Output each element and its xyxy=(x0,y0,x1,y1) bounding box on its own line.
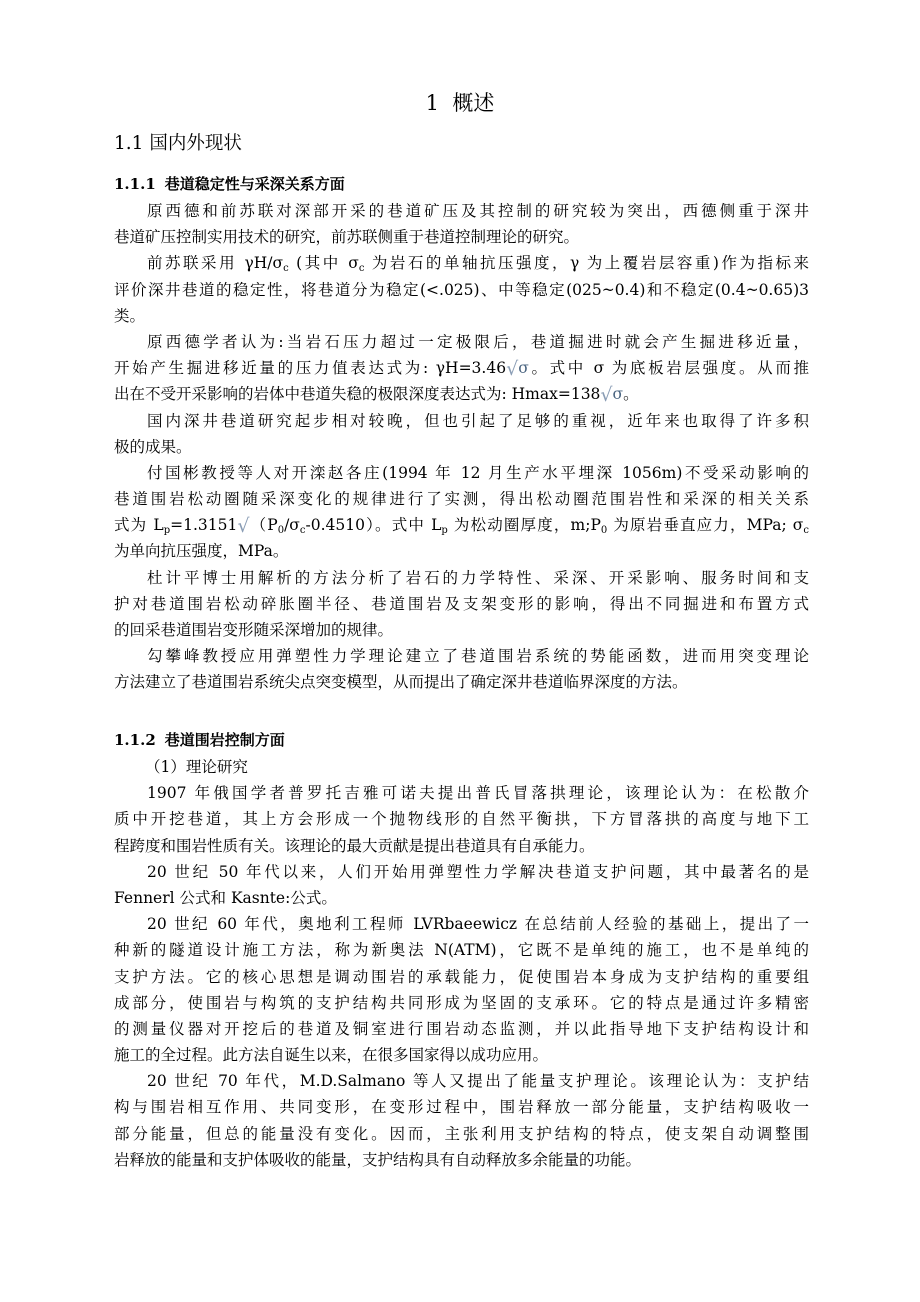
paragraph-line: 支护方法。它的核心思想是调动围岩的承载能力，促使围岩本身成为支护结构的重要组 xyxy=(114,967,809,986)
paragraph-line: 出在不受开采影响的岩体中巷道失稳的极限深度表达式为: Hmax=138√σ。 xyxy=(114,384,639,407)
paragraph-line: 付国彬教授等人对开滦赵各庄(1994 年 12 月生产水平埋深 1056m)不受采动影响的 xyxy=(147,463,809,482)
sqrt-symbol: √ xyxy=(237,515,250,538)
paragraph-line: 前苏联采用 $\gamma H/\sigma_c$ (其中 $\sigma_c$ 为岩石的单轴抗压强度，γ 为上覆岩层容重)作为指标来 xyxy=(147,254,810,275)
paragraph-line: 部分能量，但总的能量没有变化。因而，主张利用支护结构的特点，使支架自动调整围 xyxy=(114,1124,809,1143)
chapter-number: 1 xyxy=(425,91,439,115)
paragraph-line: 质中开挖巷道，其上方会形成一个抛物线形的自然平衡拱，下方冒落拱的高度与地下工 xyxy=(114,810,809,829)
paragraph-line: 1907 年俄国学者普罗托吉雅可诺夫提出普氏冒落拱理论，该理论认为：在松散介 xyxy=(147,784,809,803)
body-block-2 xyxy=(114,754,809,1173)
paragraph-line: 式为 $L_p=1.3151√(P_0/\sigma_c-0.4510)$。式中 $L_p$ 为松动圈厚度，$m;P_0$ 为原岩垂直应力，MPa; $\sigma_c$ xyxy=(114,515,809,538)
paragraph-line: 类。 xyxy=(114,306,146,325)
paragraph-line: 施工的全过程。此方法自诞生以来，在很多国家得以成功应用。 xyxy=(114,1046,549,1065)
paragraph-line: 原西德和前苏联对深部开采的巷道矿压及其控制的研究较为突出，西德侧重于深井 xyxy=(147,202,809,220)
paragraph-line: 勾攀峰教授应用弹塑性力学理论建立了巷道围岩系统的势能函数，进而用突变理论 xyxy=(147,647,809,666)
subsection-title: 巷道围岩控制方面 xyxy=(164,731,285,749)
paragraph-line: 为单向抗压强度，MPa。 xyxy=(114,542,289,561)
section-heading xyxy=(114,130,242,158)
sqrt-symbol: √ xyxy=(600,384,613,407)
paragraph-line: 20 世纪 60 年代，奥地利工程师 LVRbaeewicz 在总结前人经验的基础上，提出了一 xyxy=(147,915,809,934)
paragraph-line: 护对巷道围岩松动碎胀圈半径、巷道围岩及支架变形的影响，得出不同掘进和布置方式 xyxy=(114,594,809,613)
subsection-number: 1.1.1 xyxy=(114,175,156,193)
theory-label: （1）理论研究 xyxy=(145,758,248,776)
paragraph-line: 种新的隧道设计施工方法，称为新奥法 N(ATM)，它既不是单纯的施工，也不是单纯的 xyxy=(114,941,809,960)
paragraph-line: 岩释放的能量和支护体吸收的能量，支护结构具有自动释放多余能量的功能。 xyxy=(114,1150,642,1169)
paragraph-line: 成部分，使围岩与构筑的支护结构共同形成为坚固的支承环。它的特点是通过许多精密 xyxy=(114,993,809,1012)
subsection-heading-2 xyxy=(114,727,285,753)
subsection-heading-1 xyxy=(114,171,345,197)
paragraph-line: 程跨度和围岩性质有关。该理论的最大贡献是提出巷道具有自承能力。 xyxy=(114,836,595,855)
chapter-title-text: 概述 xyxy=(452,91,495,115)
paragraph-line: 评价深井巷道的稳定性，将巷道分为稳定(<.025)、中等稳定(025~0.4)和不稳定(0.4~0.65)3 xyxy=(114,280,809,299)
sqrt-symbol: √ xyxy=(506,358,519,381)
paragraph-line: Fennerl 公式和 Kasnte:公式。 xyxy=(114,888,337,907)
paragraph-line: 杜计平博士用解析的方法分析了岩石的力学特性、采深、开采影响、服务时间和支 xyxy=(147,568,809,587)
paragraph-line: 极的成果。 xyxy=(114,437,192,456)
paragraph-line: 国内深井巷道研究起步相对较晚，但也引起了足够的重视，近年来也取得了许多积 xyxy=(147,411,809,430)
paragraph-line: 的回采巷道围岩变形随采深增加的规律。 xyxy=(114,621,394,639)
paragraph-line: 方法建立了巷道围岩系统尖点突变模型，从而提出了确定深井巷道临界深度的方法。 xyxy=(114,673,688,692)
paragraph-line: 的测量仪器对开挖后的巷道及铜室进行围岩动态监测，并以此指导地下支护结构设计和 xyxy=(114,1019,809,1038)
subsection-number: 1.1.2 xyxy=(114,731,156,749)
paragraph-line: 20 世纪 50 年代以来，人们开始用弹塑性力学解决巷道支护问题，其中最著名的是 xyxy=(147,862,809,881)
chapter-title xyxy=(0,88,920,118)
paragraph-line: 20 世纪 70 年代，M.D.Salmano 等人又提出了能量支护理论。该理论认为：支护结 xyxy=(147,1072,809,1091)
paragraph-line: 原西德学者认为:当岩石压力超过一定极限后，巷道掘进时就会产生掘进移近量， xyxy=(147,332,809,351)
paragraph-line: 巷道矿压控制实用技术的研究，前苏联侧重于巷道控制理论的研究。 xyxy=(114,228,580,247)
subsection-title: 巷道稳定性与采深关系方面 xyxy=(164,175,345,193)
section-number: 1.1 xyxy=(114,133,144,154)
section-title: 国内外现状 xyxy=(149,133,242,154)
body-block-1 xyxy=(114,198,809,696)
paragraph-line: 开始产生掘进移近量的压力值表达式为: γH=3.46√σ。式中 σ 为底板岩层强度。从而推 xyxy=(114,358,810,381)
paragraph-line: 构与围岩相互作用、共同变形，在变形过程中，围岩释放一部分能量，支护结构吸收一 xyxy=(114,1098,809,1117)
paragraph-line: 巷道围岩松动圈随采深变化的规律进行了实测，得出松动圈范围岩性和采深的相关关系 xyxy=(114,490,809,509)
